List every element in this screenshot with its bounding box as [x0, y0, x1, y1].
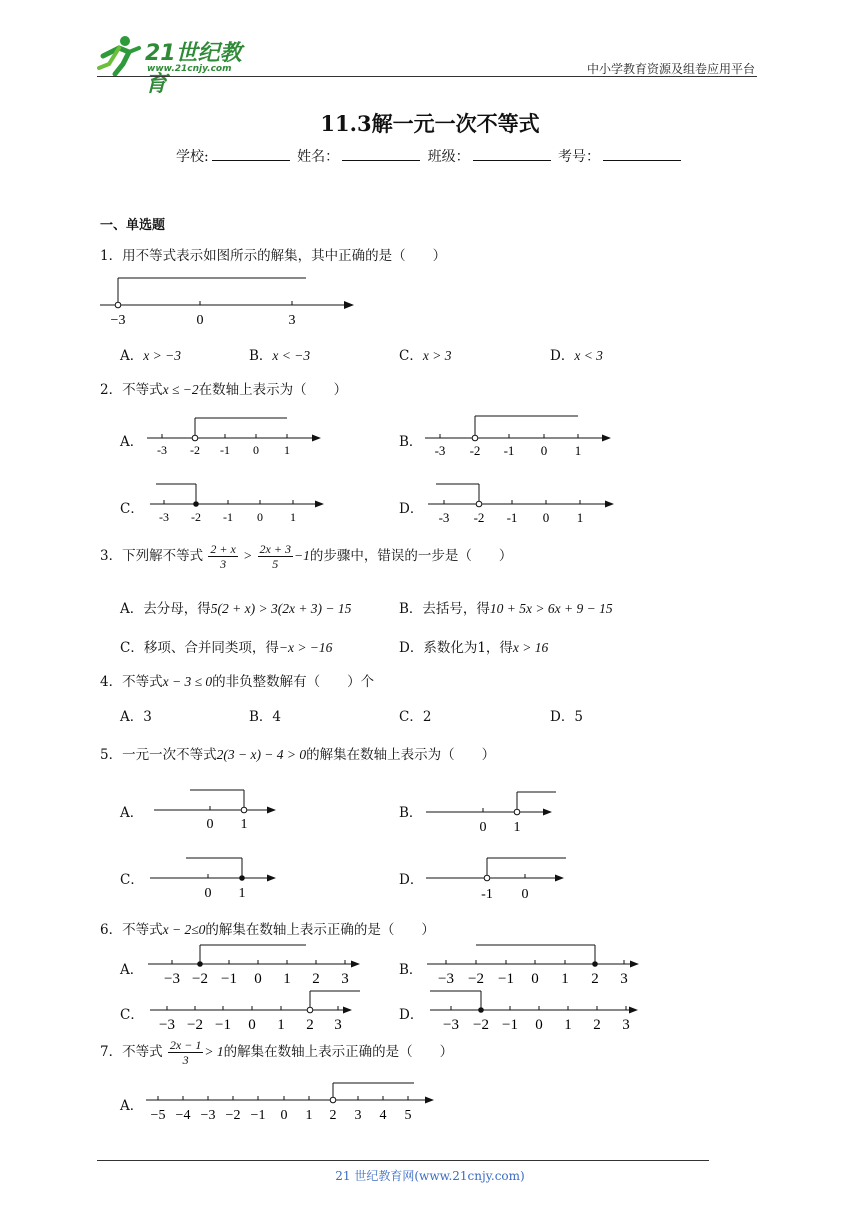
tick-label: 1 [240, 817, 248, 832]
q4-option-c[interactable]: C．2 [399, 709, 432, 725]
tick-label: -2 [469, 443, 481, 458]
tick-label: 0 [206, 817, 214, 832]
q1-option-b[interactable]: B．x < −3 [249, 348, 311, 364]
q6-c-number-line [148, 988, 363, 1036]
tick-label: -2 [190, 443, 200, 457]
q3-option-d[interactable]: D．系数化为1，得x > 16 [399, 640, 549, 656]
tick-label: 0 [253, 443, 259, 457]
tick-label: -1 [506, 510, 518, 525]
q6-d-number-line [428, 988, 648, 1036]
tick-label: −1 [502, 1017, 518, 1033]
tick-label: 2 [329, 1108, 337, 1123]
q5-c-number-line [148, 854, 283, 904]
tick-label: -3 [157, 443, 167, 457]
q3-option-c[interactable]: C．移项、合并同类项，得−x > −16 [120, 640, 333, 656]
class-blank[interactable] [473, 148, 551, 161]
header-divider [97, 76, 757, 77]
tick-label: −2 [468, 971, 484, 987]
question-text: 1．用不等式表示如图所示的解集，其中正确的是（ ） [100, 248, 447, 264]
tick-label: −3 [164, 971, 180, 987]
page-title: 11.3解一元一次不等式 [320, 111, 540, 136]
question-6-stem: 6．不等式x − 2≤0的解集在数轴上表示正确的是（ ） [100, 922, 435, 938]
class-label: 班级： [427, 149, 470, 165]
q1-option-c[interactable]: C．x > 3 [399, 348, 452, 364]
tick-label: -1 [223, 510, 233, 524]
q4-option-b[interactable]: B．4 [249, 709, 282, 725]
q6-option-c[interactable]: C． [120, 1007, 144, 1023]
tick-label: −3 [200, 1108, 216, 1123]
tick-label: 1 [564, 1017, 572, 1033]
tick-label: −5 [150, 1108, 166, 1123]
logo [95, 34, 260, 97]
number-blank[interactable] [603, 148, 681, 161]
q5-option-c[interactable]: C． [120, 872, 144, 888]
tick-label: 0 [196, 313, 204, 328]
section-heading: 一、单选题 [100, 218, 166, 233]
tick-label: -2 [473, 510, 485, 525]
tick-label: 5 [404, 1108, 412, 1123]
q3-option-a[interactable]: A．去分母，得5(2 + x) > 3(2x + 3) − 15 [120, 601, 352, 617]
q5-a-number-line [152, 786, 282, 836]
tick-label: -3 [159, 510, 169, 524]
tick-label: −1 [250, 1108, 266, 1123]
q2-option-c[interactable]: C． [120, 501, 144, 517]
tick-label: 3 [288, 313, 296, 328]
q5-option-b[interactable]: B． [399, 805, 423, 821]
tick-label: 1 [283, 971, 291, 987]
q4-option-a[interactable]: A．3 [120, 709, 152, 725]
footer-divider [97, 1160, 709, 1161]
tick-label: 0 [257, 510, 263, 524]
tick-label: -3 [438, 510, 450, 525]
tick-label: -1 [481, 887, 493, 902]
tick-label: −4 [175, 1108, 191, 1123]
q2-option-a[interactable]: A． [120, 434, 144, 450]
tick-label: −2 [187, 1017, 203, 1033]
tick-label: −3 [438, 971, 454, 987]
logo-text: 21世纪教育 [145, 41, 242, 97]
question-5-stem: 5．一元一次不等式2(3 − x) − 4 > 0的解集在数轴上表示为（ ） [100, 747, 496, 763]
name-blank[interactable] [342, 148, 420, 161]
tick-label: −3 [159, 1017, 175, 1033]
school-blank[interactable] [212, 148, 290, 161]
tick-label: 0 [280, 1108, 288, 1123]
q2-a-number-line [145, 414, 330, 460]
q5-option-d[interactable]: D． [399, 872, 424, 888]
tick-label: 3 [354, 1108, 362, 1123]
tick-label: 1 [277, 1017, 285, 1033]
q2-c-number-line [148, 482, 333, 528]
tick-label: 0 [479, 820, 487, 835]
q2-option-d[interactable]: D． [399, 501, 424, 517]
footer-link[interactable]: 21 世纪教育网(www.21cnjy.com) [335, 1169, 525, 1183]
q7-a-number-line [144, 1078, 444, 1126]
tick-label: −1 [221, 971, 237, 987]
tick-label: −2 [473, 1017, 489, 1033]
number-label: 考号： [558, 149, 601, 165]
platform-name: 中小学教育资源及组卷应用平台 [586, 62, 755, 76]
tick-label: 3 [620, 971, 628, 987]
q5-d-number-line [424, 854, 574, 904]
tick-label: 3 [341, 971, 349, 987]
tick-label: 2 [306, 1017, 314, 1033]
tick-label: 3 [622, 1017, 630, 1033]
tick-label: 1 [238, 886, 246, 901]
tick-label: −2 [225, 1108, 241, 1123]
info-line [0, 146, 860, 166]
tick-label: 0 [254, 971, 262, 987]
question-2-stem: 2．不等式x ≤ −2在数轴上表示为（ ） [100, 382, 348, 398]
q2-option-b[interactable]: B． [399, 434, 423, 450]
name-label: 姓名： [297, 149, 340, 165]
logo-url: www.21cnjy.com [147, 64, 232, 74]
tick-label: 1 [513, 820, 521, 835]
tick-label: 0 [521, 887, 529, 902]
school-label: 学校: [175, 149, 209, 165]
q6-option-a[interactable]: A． [120, 962, 144, 978]
tick-label: 2 [591, 971, 599, 987]
question-3-stem: 3．下列解不等式 $\frac{2 + x}{3}$ > $\frac{2x + 3}{5}$ −1的步骤中，错误的一步是（ ） [100, 542, 513, 571]
tick-label: 1 [284, 443, 290, 457]
tick-label: 1 [290, 510, 296, 524]
tick-label: −2 [192, 971, 208, 987]
tick-label: 2 [593, 1017, 601, 1033]
q6-b-number-line [425, 942, 645, 990]
tick-label: 0 [540, 443, 548, 458]
tick-label: 1 [576, 510, 584, 525]
tick-label: 0 [248, 1017, 256, 1033]
tick-label: −1 [215, 1017, 231, 1033]
q6-option-b[interactable]: B． [399, 962, 423, 978]
q3-option-b[interactable]: B．去括号，得10 + 5x > 6x + 9 − 15 [399, 601, 613, 617]
tick-label: -3 [434, 443, 446, 458]
q2-d-number-line [426, 482, 621, 528]
tick-label: 0 [535, 1017, 543, 1033]
q4-option-d[interactable]: D．5 [550, 709, 583, 725]
tick-label: −3 [110, 313, 126, 328]
tick-label: 0 [204, 886, 212, 901]
question-4-stem: 4．不等式x − 3 ≤ 0的非负整数解有（ ）个 [100, 674, 375, 690]
tick-label: 1 [561, 971, 569, 987]
tick-label: 0 [542, 510, 550, 525]
q7-option-a[interactable]: A． [120, 1098, 144, 1114]
tick-label: -1 [220, 443, 230, 457]
q1-option-a[interactable]: A．x > −3 [120, 348, 181, 364]
tick-label: −3 [443, 1017, 459, 1033]
tick-label: 2 [312, 971, 320, 987]
tick-label: −1 [498, 971, 514, 987]
tick-label: 3 [334, 1017, 342, 1033]
tick-label: 1 [305, 1108, 313, 1123]
tick-label: 1 [574, 443, 582, 458]
q1-number-line [98, 270, 358, 330]
q5-option-a[interactable]: A． [120, 805, 144, 821]
q6-a-number-line [146, 942, 366, 990]
q2-b-number-line [423, 414, 618, 460]
tick-label: 0 [531, 971, 539, 987]
question-1-stem [100, 244, 446, 264]
tick-label: 4 [379, 1108, 387, 1123]
q1-option-d[interactable]: D．x < 3 [550, 348, 603, 364]
q6-option-d[interactable]: D． [399, 1007, 424, 1023]
tick-label: -1 [503, 443, 515, 458]
runner-logo-icon [95, 34, 145, 76]
question-7-stem: 7．不等式 $\frac{2x - 1}{3}$ > 1的解集在数轴上表示正确的是（ ） [100, 1038, 454, 1067]
q5-b-number-line [424, 788, 564, 838]
tick-label: -2 [191, 510, 201, 524]
